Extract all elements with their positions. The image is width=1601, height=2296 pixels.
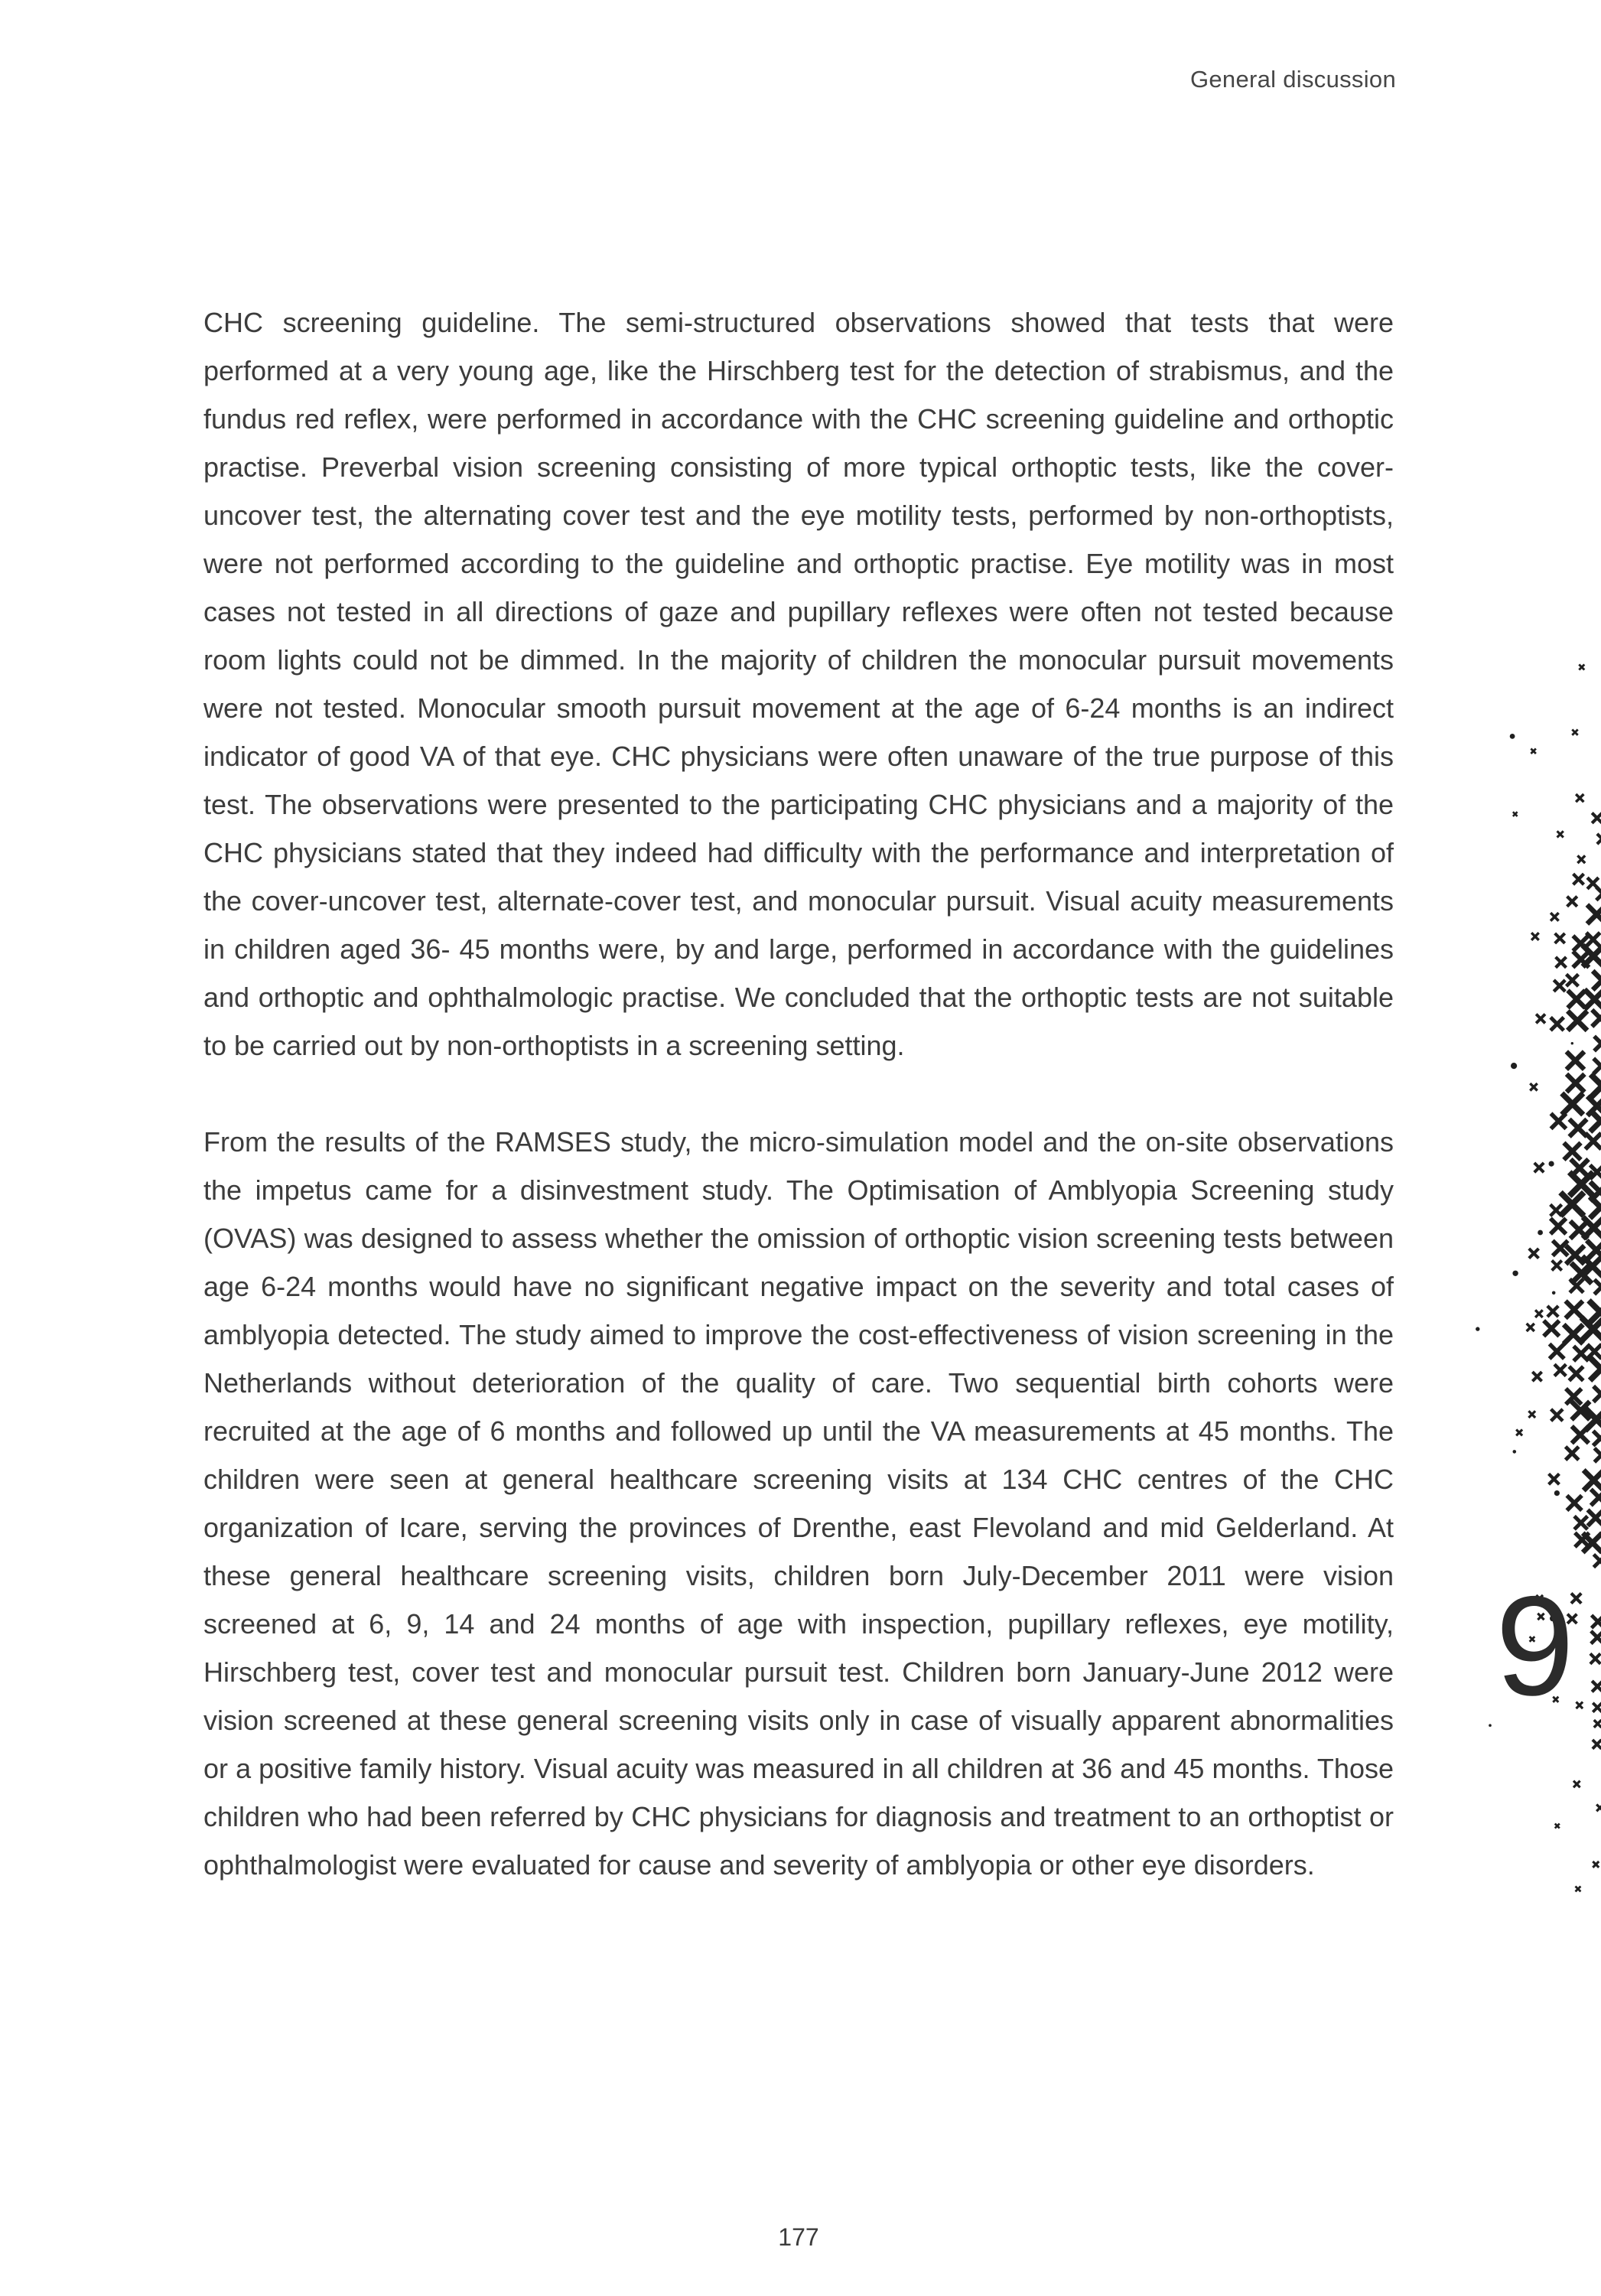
- running-header: General discussion: [1189, 66, 1396, 93]
- paragraph-2: From the results of the RAMSES study, the micro-simulation model and the on-site observations the impetus came for a disinvestment study. The Optimisation of Amblyopia Screening study (OVAS) was designed to assess whether the omission of orthoptic vision screening tests between age 6-24 months would have no significant negative impact on the severity and total cases of amblyopia detected. The study aimed to improve the cost-effectiveness of vision screening in the Netherlands without deterioration of the quality of care. Two sequential birth cohorts were recruited at the age of 6 months and followed up until the VA measurements at 45 months. The children were seen at general healthcare screening visits at 134 CHC centres of the CHC organization of Icare, serving the provinces of Drenthe, east Flevoland and mid Gelderland. At these general healthcare screening visits, children born July-December 2011 were vision screened at 6, 9, 14 and 24 months of age with inspection, pupillary reflexes, eye motility, Hirschberg test, cover test and monocular pursuit test. Children born January-June 2012 were vision screened at these general screening visits only in case of visually apparent abnormalities or a positive family history. Visual acuity was measured in all children at 36 and 45 months. Those children who had been referred by CHC physicians for diagnosis and treatment to an orthoptist or ophthalmologist were evaluated for cause and severity of amblyopia or other eye disorders.: [203, 1126, 1394, 1881]
- chapter-number: 9: [1495, 1568, 1574, 1725]
- body-text: [203, 298, 1394, 1937]
- paragraph-1: CHC screening guideline. The semi-structured observations showed that tests that were performed at a very young age, like the Hirschberg test for the detection of strabismus, and the fundus red reflex, were performed in accordance with the CHC screening guideline and orthoptic practise. Preverbal vision screening consisting of more typical orthoptic tests, like the cover-uncover test, the alternating cover test and the eye motility tests, performed by non-orthoptists, were not performed according to the guideline and orthoptic practise. Eye motility was in most cases not tested in all directions of gaze and pupillary reflexes were often not tested because room lights could not be dimmed. In the majority of children the monocular pursuit movements were not tested. Monocular smooth pursuit movement at the age of 6-24 months is an indirect indicator of good VA of that eye. CHC physicians were often unaware of the true purpose of this test. The observations were presented to the participating CHC physicians and a majority of the CHC physicians stated that they indeed had difficulty with the performance and interpretation of the cover-uncover test, alternate-cover test, and monocular pursuit. Visual acuity measurements in children aged 36- 45 months were, by and large, performed in accordance with the guidelines and orthoptic and ophthalmologic practise. We concluded that the orthoptic tests are not suitable to be carried out by non-orthoptists in a screening setting.: [203, 307, 1394, 1061]
- page-number: 177: [778, 2223, 819, 2251]
